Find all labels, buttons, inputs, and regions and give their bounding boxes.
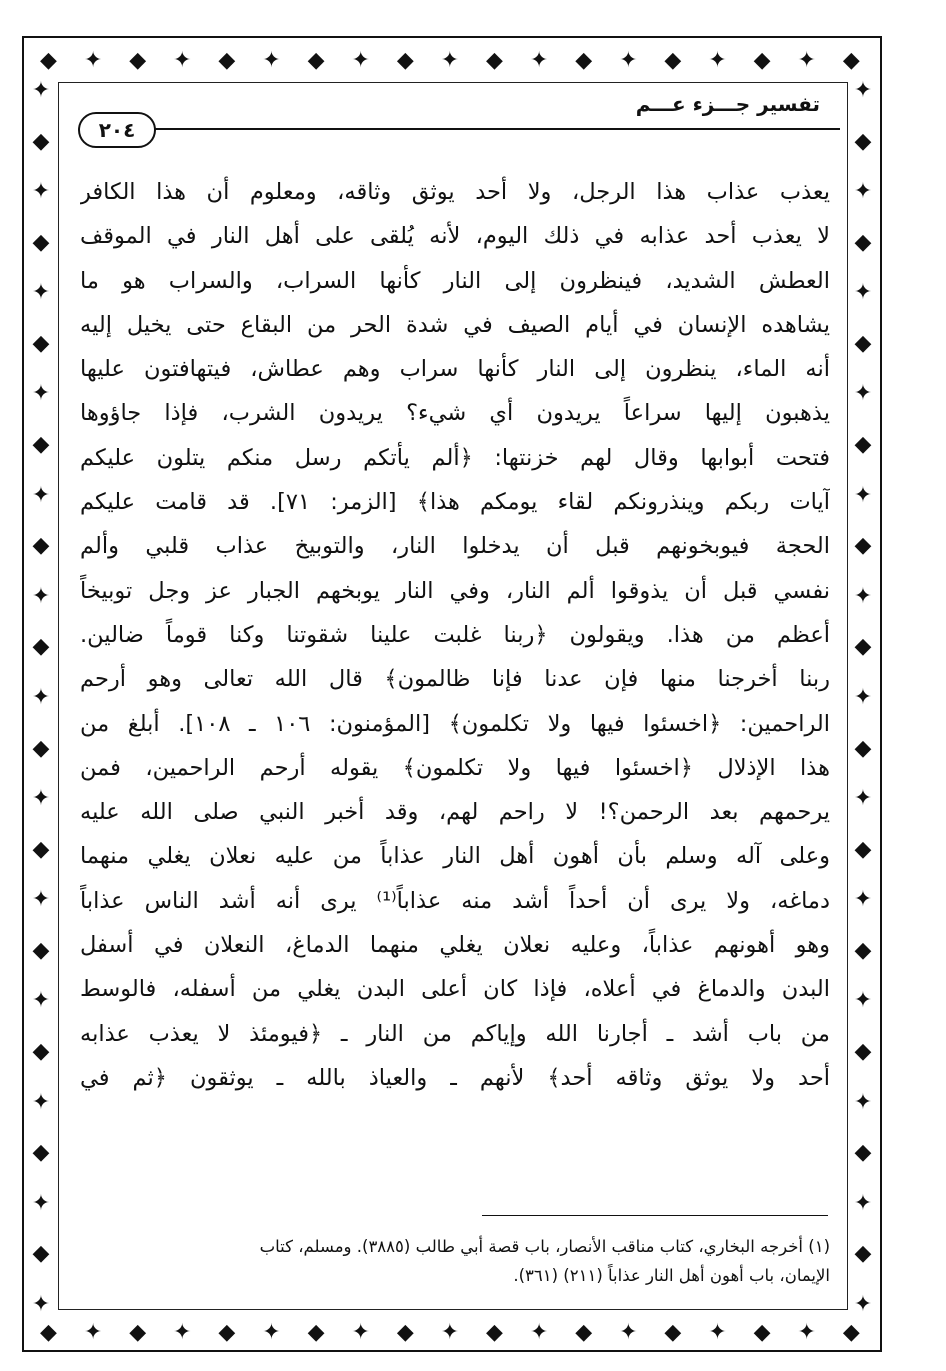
body-line: هذا الإذلال ﴿اخسئوا فيها ولا تكلمون﴾ يقوله أرحم الراحمين، فمن xyxy=(80,754,830,781)
left-ornament-border: ✦ ◆ ✦ ◆ ✦ ◆ ✦ ◆ ✦ ◆ ✦ ◆ ✦ ◆ ✦ ◆ ✦ ◆ ✦ ◆ ✦ ◆ ✦ ◆ ✦ xyxy=(31,78,51,1317)
page-number: ٢٠٤ xyxy=(78,112,156,148)
footnote-separator xyxy=(482,1215,828,1216)
body-line: لا يعذب أحد عذابه في ذلك اليوم، لأنه يُلقى على أهل النار في الموقف xyxy=(80,223,830,250)
body-line: يشاهده الإنسان في أيام الصيف في شدة الحر من البقاع حتى يخيل إليه xyxy=(80,311,830,338)
body-line: الراحمين: ﴿اخسئوا فيها ولا تكلمون﴾ [المؤمنون: ١٠٦ ـ ١٠٨]. أبلغ من xyxy=(80,710,830,737)
body-text xyxy=(80,170,830,1100)
body-line: العطش الشديد، فينظرون إلى النار كأنها السراب، والسراب هو ما xyxy=(80,267,830,294)
body-line: البدن والدماغ في أعلاه، فإذا كان أعلى البدن يغلي من أسفله، فالوسط xyxy=(80,976,830,1003)
body-line: ربنا أخرجنا منها فإن عدنا فإنا ظالمون﴾ قال الله تعالى وهو أرحم xyxy=(80,666,830,693)
body-line: وعلى آله وسلم بأن أهون أهل النار عذاباً من عليه نعلان يغلي منهما xyxy=(80,843,830,870)
body-line: الحجة فيوبخونهم قبل أن يدخلوا النار، والتوبيخ عذاب قلبي وألم xyxy=(80,533,830,560)
body-line: أنه الماء، ينظرون إلى النار كأنها سراب وهم عطاش، فيتهافتون عليها xyxy=(80,356,830,383)
body-line: يرحمهم بعد الرحمن؟! لا راحم لهم، وقد أخبر النبي صلى الله عليه xyxy=(80,799,830,826)
body-line: يذهبون إليها سراعاً يريدون أي شيء؟ يريدون الشرب، فإذا جاؤوها xyxy=(80,400,830,427)
body-line: فتحت أبوابها وقال لهم خزنتها: ﴿ألم يأتكم رسل منكم يتلون عليكم xyxy=(80,444,830,471)
body-line: وهو أهونهم عذاباً، وعليه نعلان يغلي منهما الدماغ، النعلان في أسفل xyxy=(80,932,830,959)
body-line: أحد ولا يوثق وثاقه أحد﴾ لأنهم ـ والعياذ بالله ـ يوثقون ﴿ثم في xyxy=(80,1064,830,1091)
book-title: تفسير جـــزء عـــم xyxy=(635,92,820,116)
page-header xyxy=(70,88,840,142)
body-line: آيات ربكم وينذرونكم لقاء يومكم هذا﴾ [الزمر: ٧١]. قد قامت عليكم xyxy=(80,489,830,516)
footnote xyxy=(80,1232,830,1290)
right-ornament-border: ✦ ◆ ✦ ◆ ✦ ◆ ✦ ◆ ✦ ◆ ✦ ◆ ✦ ◆ ✦ ◆ ✦ ◆ ✦ ◆ ✦ ◆ ✦ ◆ ✦ xyxy=(853,78,873,1317)
footnote-line: (١) أخرجه البخاري، كتاب مناقب الأنصار، باب قصة أبي طالب (٣٨٨٥). ومسلم، كتاب xyxy=(259,1237,830,1256)
body-line: يعذب عذاب هذا الرجل، ولا أحد يوثق وثاقه، ومعلوم أن هذا الكافر xyxy=(80,179,830,205)
body-line: نفسي قبل أن يذوقوا ألم النار، وفي النار يوبخهم الجبار عز وجل توبيخاً xyxy=(80,577,830,604)
top-ornament-border: ◆ ✦ ◆ ✦ ◆ ✦ ◆ ✦ ◆ ✦ ◆ ✦ ◆ ✦ ◆ ✦ ◆ ✦ ◆ xyxy=(40,48,860,73)
footnote-line: الإيمان، باب أهون أهل النار عذاباً (٢١١) (٣٦١). xyxy=(513,1266,830,1285)
bottom-ornament-border: ◆ ✦ ◆ ✦ ◆ ✦ ◆ ✦ ◆ ✦ ◆ ✦ ◆ ✦ ◆ ✦ ◆ ✦ ◆ xyxy=(40,1320,860,1345)
body-line: أعظم من هذا. ويقولون ﴿ربنا غلبت علينا شقوتنا وكنا قوماً ضالين. xyxy=(80,621,830,648)
header-rule xyxy=(150,128,840,130)
body-line: من باب أشد ـ أجارنا الله وإياكم من النار ـ ﴿فيومئذ لا يعذب عذابه xyxy=(80,1020,830,1047)
body-line: دماغه، ولا يرى أن أحداً أشد منه عذاباً⁽¹⁾ يرى أنه أشد الناس عذاباً xyxy=(80,887,830,914)
